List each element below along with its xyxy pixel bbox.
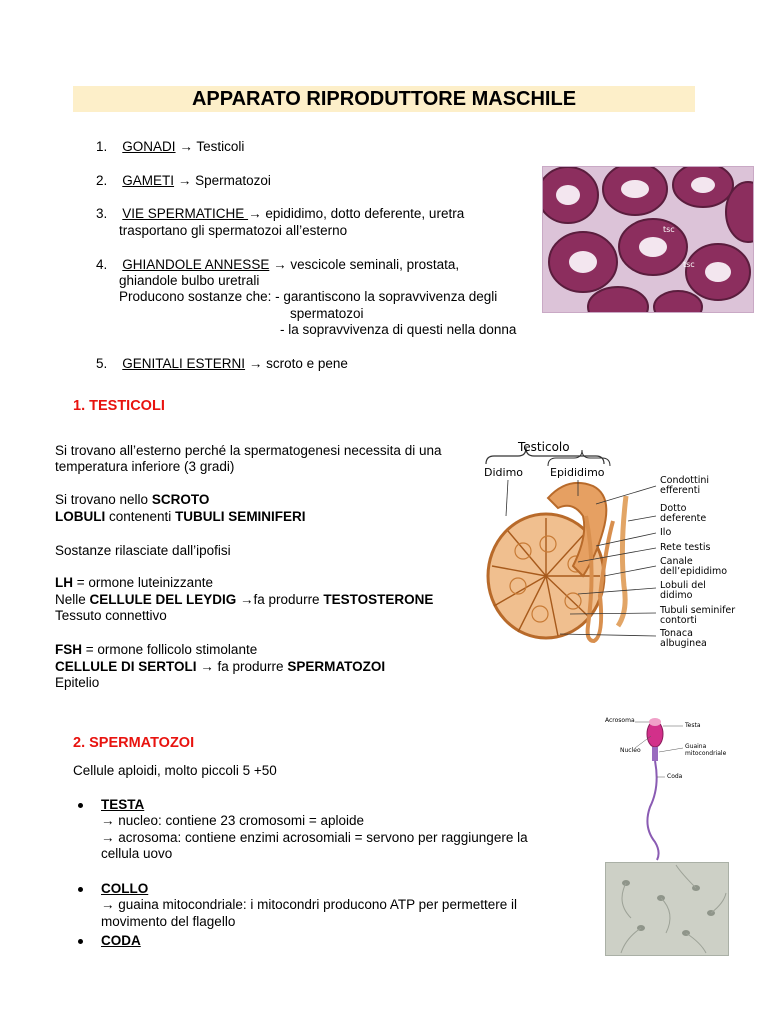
paragraph-line xyxy=(55,508,306,525)
paragraph-line: Cellule aploidi, molto piccoli 5 +50 xyxy=(73,763,277,778)
diagram-label: Lobuli del didimo xyxy=(660,580,706,601)
bold-text: TUBULI SEMINIFERI xyxy=(175,509,306,524)
list-item xyxy=(96,172,271,189)
list-number: 1. xyxy=(96,139,108,154)
list-item xyxy=(96,355,348,372)
list-text-cont: trasportano gli spermatozoi all’esterno xyxy=(119,223,348,238)
text: Si trovano nello xyxy=(55,492,152,507)
diagram-label: Rete testis xyxy=(660,542,711,553)
list-key: GAMETI xyxy=(122,173,175,188)
diagram-label: Ilo xyxy=(660,527,672,538)
diagram-label: Epididimo xyxy=(550,466,605,479)
bold-text: TESTOSTERONE xyxy=(323,592,434,607)
list-text: scroto e pene xyxy=(266,356,348,371)
sperm-diagram xyxy=(605,712,735,862)
paragraph-line: → guaina mitocondriale: i mitocondri producono ATP per permettere il xyxy=(101,897,517,912)
list-text: Testicoli xyxy=(196,139,245,154)
list-number: 2. xyxy=(96,173,108,188)
diagram-label: Canale dell’epididimo xyxy=(660,556,728,577)
photo-label: tsc xyxy=(663,225,675,234)
paragraph-line: Tessuto connettivo xyxy=(55,608,167,623)
diagram-title: Testicolo xyxy=(518,440,570,454)
list-text: epididimo, dotto deferente, uretra xyxy=(265,206,465,221)
paragraph-line: Epitelio xyxy=(55,675,100,690)
list-key: GHIANDOLE ANNESSE xyxy=(122,257,270,272)
diagram-label: Didimo xyxy=(484,466,524,479)
text: → fa produrre xyxy=(196,659,288,674)
paragraph-line xyxy=(55,591,433,608)
section-heading-testicoli: 1. TESTICOLI xyxy=(73,398,165,414)
subheading-testa: TESTA xyxy=(101,797,145,812)
diagram-label: Guaina mitocondriale xyxy=(685,743,727,757)
list-text: Spermatozoi xyxy=(195,173,271,188)
paragraph-line: movimento del flagello xyxy=(101,914,236,929)
testicle-diagram xyxy=(478,436,758,652)
text: Nelle xyxy=(55,592,90,607)
text: →fa produrre xyxy=(236,592,324,607)
paragraph-line: temperatura inferiore (3 gradi) xyxy=(55,459,235,474)
diagram-label: Condottini efferenti xyxy=(660,475,710,496)
list-key: GENITALI ESTERNI xyxy=(122,356,246,371)
paragraph-line xyxy=(55,574,213,591)
text: contenenti xyxy=(105,509,176,524)
diagram-label: Nucleo xyxy=(620,747,641,754)
diagram-label: Dotto deferente xyxy=(660,503,707,524)
bold-text: SPERMATOZOI xyxy=(287,659,386,674)
bold-text: CELLULE DI SERTOLI xyxy=(55,659,197,674)
arrow-icon: → xyxy=(248,356,263,371)
subheading-coda: CODA xyxy=(101,933,141,948)
list-number: 5. xyxy=(96,356,108,371)
diagram-label: Tonaca albuginea xyxy=(660,628,707,649)
list-key: VIE SPERMATICHE xyxy=(122,206,249,221)
bold-text: SCROTO xyxy=(151,492,210,507)
bullet-icon xyxy=(78,887,83,892)
histology-image xyxy=(542,166,754,313)
list-text: vescicole seminali, prostata, xyxy=(290,257,460,272)
text: = ormone follicolo stimolante xyxy=(82,642,258,657)
list-number: 3. xyxy=(96,206,108,221)
arrow-icon: → xyxy=(248,206,262,221)
paragraph-line: cellula uovo xyxy=(101,846,173,861)
subheading-collo: COLLO xyxy=(101,881,149,896)
arrow-icon: → xyxy=(177,173,192,188)
list-number: 4. xyxy=(96,257,108,272)
paragraph-line: → nucleo: contiene 23 cromosomi = aploide xyxy=(101,813,365,828)
bold-text: LH xyxy=(55,575,73,590)
paragraph-line: → acrosoma: contiene enzimi acrosomiali = servono per raggiungere la xyxy=(101,830,528,845)
list-text-cont: spermatozoi xyxy=(290,306,364,321)
bold-text: LOBULI xyxy=(55,509,106,524)
list-item xyxy=(96,138,244,155)
diagram-label: Tubuli seminifer contorti xyxy=(660,605,736,626)
list-item xyxy=(96,256,459,273)
paragraph-line xyxy=(55,491,209,508)
list-item xyxy=(96,205,464,222)
text: = ormone luteinizzante xyxy=(73,575,213,590)
bold-text: CELLULE DEL LEYDIG xyxy=(89,592,237,607)
paragraph-line: Si trovano all’esterno perché la spermatogenesi necessita di una xyxy=(55,443,442,458)
list-text-cont: Producono sostanze che: - garantiscono la sopravvivenza degli xyxy=(119,289,498,304)
photo-label: tsc xyxy=(683,260,695,269)
bullet-icon xyxy=(78,803,83,808)
list-text-cont: ghiandole bulbo uretrali xyxy=(119,273,260,288)
arrow-icon: → xyxy=(179,139,193,154)
diagram-label: Testa xyxy=(685,722,701,729)
sperm-microscope-image xyxy=(605,862,729,956)
list-text-cont: - la sopravvivenza di questi nella donna xyxy=(280,322,517,337)
diagram-label: Coda xyxy=(667,773,683,780)
list-key: GONADI xyxy=(122,139,176,154)
bullet-icon xyxy=(78,939,83,944)
paragraph-line xyxy=(55,641,257,658)
arrow-icon: → xyxy=(273,257,287,272)
section-heading-spermatozoi: 2. SPERMATOZOI xyxy=(73,735,195,751)
paragraph-line xyxy=(55,658,385,675)
paragraph-line: Sostanze rilasciate dall’ipofisi xyxy=(55,543,231,558)
bold-text: FSH xyxy=(55,642,82,657)
diagram-label: Acrosoma xyxy=(605,717,635,724)
page-title: APPARATO RIPRODUTTORE MASCHILE xyxy=(191,88,577,110)
